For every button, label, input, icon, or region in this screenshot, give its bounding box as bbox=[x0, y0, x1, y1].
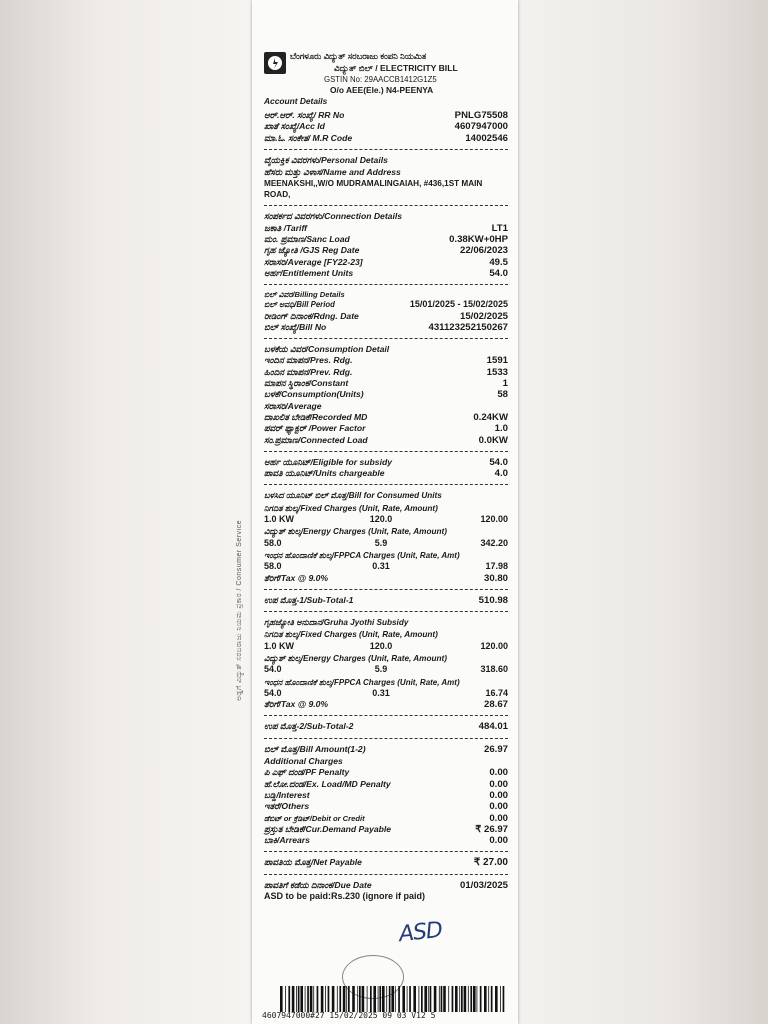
barcode-bar bbox=[402, 986, 405, 1012]
barcode-bar bbox=[477, 986, 478, 1012]
consumption-row: ಇಂದಿನ ಮಾಪನ/Pres. Rdg. 1591 bbox=[264, 355, 508, 367]
barcode-bar bbox=[352, 986, 355, 1012]
barcode-bar bbox=[313, 986, 314, 1012]
barcode-bar bbox=[321, 986, 324, 1012]
barcode-bar bbox=[455, 986, 458, 1012]
barcode-bar bbox=[367, 986, 368, 1012]
divider bbox=[264, 338, 508, 339]
barcode-bar bbox=[317, 986, 319, 1012]
consumption-row: ಮಾಪನ ಸ್ಥಿರಾಂಕ/Constant 1 bbox=[264, 378, 508, 390]
divider bbox=[264, 874, 508, 875]
barcode-bar bbox=[285, 986, 286, 1012]
billing-row: ರೀಡಿಂಗ್ ದಿನಾಂಕ/Rdng. Date 15/02/2025 bbox=[264, 310, 508, 322]
consumed-section bbox=[264, 490, 508, 583]
consumption-row: ದಾಖಲಿತ ಬೇಡಿಕೆ/Recorded MD 0.24KW bbox=[264, 411, 508, 423]
gruha-fixed-values: 1.0 KW 120.0 120.00 bbox=[264, 640, 508, 651]
barcode-bar bbox=[310, 986, 313, 1012]
barcode-bar bbox=[413, 986, 416, 1012]
barcode-bar bbox=[464, 986, 467, 1012]
account-row: ಮಾ.ಓ. ಸಂಕೇತ/ M.R Code 14002546 bbox=[264, 132, 508, 144]
charge-row: ಬಡ್ಡಿ/Interest 0.00 bbox=[264, 789, 508, 801]
handwritten-signature: ASD bbox=[397, 917, 444, 948]
consumed-fixed-label: ನಿಗದಿತ ಶುಲ್ಕ/Fixed Charges (Unit, Rate, Amount) bbox=[264, 503, 438, 513]
subtotal-2-row: ಉಪ ಮೊತ್ತ-2/Sub-Total-2 484.01 bbox=[264, 721, 508, 733]
subsidy-units-section bbox=[264, 457, 508, 480]
connection-row: ಅರ್ಹ/Entitlement Units 54.0 bbox=[264, 267, 508, 279]
barcode-bar bbox=[305, 986, 306, 1012]
barcode-bar bbox=[419, 986, 420, 1012]
charge-row: ಪಿ ಎಫ್ ದಂಡ/PF Penalty 0.00 bbox=[264, 767, 508, 779]
barcode-bar bbox=[480, 986, 482, 1012]
barcode-bar bbox=[348, 986, 350, 1012]
divider bbox=[264, 611, 508, 612]
barcode-bar bbox=[288, 986, 290, 1012]
consumed-tax-row: ತೆರಿಗೆ/Tax @ 9.0% 30.80 bbox=[264, 572, 508, 584]
connection-heading: ಸಂಪರ್ಕದ ವಿವರಗಳು/Connection Details bbox=[264, 211, 403, 222]
barcode-bar bbox=[448, 986, 449, 1012]
gruha-heading: ಗೃಹಜ್ಯೋತಿ ಅನುದಾನ/Gruha Jyothi Subsidy bbox=[264, 618, 409, 628]
barcode-bar bbox=[430, 986, 432, 1012]
barcode-bar bbox=[343, 986, 346, 1012]
consumed-energy-values: 58.0 5.9 342.20 bbox=[264, 537, 508, 548]
account-details-heading: Account Details bbox=[264, 96, 328, 106]
gstin: GSTIN No: 29AACCB1412G1Z5 bbox=[324, 75, 437, 84]
background-right bbox=[518, 0, 768, 1024]
barcode-bar bbox=[468, 986, 469, 1012]
barcode-bar bbox=[503, 986, 505, 1012]
personal-heading: ವೈಯಕ್ತಿಕ ವಿವರಗಳು/Personal Details bbox=[264, 154, 388, 165]
connection-row: ಗೃಹ ಜ್ಯೋತಿ /GJS Reg Date 22/06/2023 bbox=[264, 245, 508, 257]
barcode-bar bbox=[386, 986, 387, 1012]
barcode-bar bbox=[441, 986, 443, 1012]
gruha-fppca-values: 54.0 0.31 16.74 bbox=[264, 687, 508, 698]
barcode-bar bbox=[398, 986, 400, 1012]
billing-section bbox=[264, 290, 508, 333]
consumed-fppca-values: 58.0 0.31 17.98 bbox=[264, 561, 508, 572]
arrears-row: ಬಾಕಿ/Arrears 0.00 bbox=[264, 835, 508, 847]
gruha-tax-row: ತೆರಿಗೆ/Tax @ 9.0% 28.67 bbox=[264, 699, 508, 711]
barcode-bar bbox=[337, 986, 338, 1012]
gruha-fppca-label: ಇಂಧನ ಹೊಂದಾಣಿಕೆ ಶುಲ್ಕ/FPPCA Charges (Unit, Rate, Amt) bbox=[264, 677, 460, 687]
charge-row: ಹೆ.ಲೋ.ದಂಡ/Ex. Load/MD Penalty 0.00 bbox=[264, 778, 508, 790]
barcode-bar bbox=[373, 986, 376, 1012]
asd-note: ASD to be paid:Rs.230 (ignore if paid) bbox=[264, 891, 426, 902]
divider bbox=[264, 851, 508, 852]
bill-header bbox=[264, 46, 508, 104]
barcode-bar bbox=[362, 986, 365, 1012]
gruha-energy-values: 54.0 5.9 318.60 bbox=[264, 664, 508, 675]
consumed-heading: ಬಳಸಿದ ಯೂನಿಟ್ ಬಿಲ್ ಮೊತ್ತ/Bill for Consumed Units bbox=[264, 491, 442, 501]
barcode-bar bbox=[407, 986, 408, 1012]
office-name: O/o AEE(Ele.) N4-PEENYA bbox=[330, 85, 434, 95]
divider bbox=[264, 715, 508, 716]
due-date-row: ಪಾವತಿಗೆ ಕಡೆಯ ದಿನಾಂಕ/Due Date 01/03/2025 bbox=[264, 879, 508, 891]
electricity-bill-receipt bbox=[252, 0, 518, 1024]
edge-strip bbox=[236, 520, 252, 1000]
barcode-bar bbox=[357, 986, 358, 1012]
subsidy-row: ಪಾವತಿ ಯೂನಿಟ್/Units chargeable 4.0 bbox=[264, 468, 508, 480]
barcode-bar bbox=[409, 986, 411, 1012]
account-row: ಆರ್.ಆರ್. ಸಂಖ್ಯೆ/ RR No PNLG75508 bbox=[264, 110, 508, 121]
barcode-bar bbox=[325, 986, 326, 1012]
edge-text: ಅಡ್ಡಗೆ ವಿದ್ಯುತ್ ಸರಬರಾಜು ನಿಯಮ ಪ್ರಕಾರ / Consumer Service bbox=[236, 520, 243, 701]
barcode-bar bbox=[296, 986, 297, 1012]
barcode-bar bbox=[359, 986, 361, 1012]
barcode-bar bbox=[339, 986, 341, 1012]
consumption-heading: ಬಳಕೆಯ ವಿವರ/Consumption Detail bbox=[264, 344, 390, 355]
barcode-bar bbox=[488, 986, 489, 1012]
bill-amount-row: ಬಿಲ್ ಮೊತ್ತ/Bill Amount(1-2) 26.97 bbox=[264, 743, 508, 755]
receipt-content bbox=[264, 46, 508, 902]
barcode-bar bbox=[428, 986, 429, 1012]
gruha-energy-label: ವಿದ್ಯುತ್ ಶುಲ್ಕ/Energy Charges (Unit, Rate, Amount) bbox=[264, 653, 447, 663]
consumed-fixed-values: 1.0 KW 120.0 120.00 bbox=[264, 514, 508, 525]
account-section bbox=[264, 110, 508, 144]
totals-section bbox=[264, 744, 508, 847]
personal-section bbox=[264, 155, 508, 201]
divider bbox=[264, 149, 508, 150]
barcode-bar bbox=[378, 986, 379, 1012]
barcode-bar bbox=[298, 986, 300, 1012]
current-demand-row: ಪ್ರಸ್ತುತ ಬೇಡಿಕೆ/Cur.Demand Payable ₹ 26.97 bbox=[264, 823, 508, 835]
billing-row: ಬಿಲ್ ಸಂಖ್ಯೆ/Bill No 431123252150267 bbox=[264, 321, 508, 333]
connection-row: ಜಕಾತಿ /Tariff LT1 bbox=[264, 222, 508, 234]
barcode-bar bbox=[491, 986, 493, 1012]
barcode-bar bbox=[300, 986, 303, 1012]
barcode-bar bbox=[292, 986, 295, 1012]
billing-heading: ಬಿಲ್ ವಿವರ/Billing Details bbox=[264, 290, 345, 300]
connection-row: ಮಂ. ಪ್ರಮಾಣ/Sanc Load 0.38KW+0HP bbox=[264, 234, 508, 246]
consumed-fppca-label: ಇಂಧನ ಹೊಂದಾಣಿಕೆ ಶುಲ್ಕ/FPPCA Charges (Unit, Rate, Amt) bbox=[264, 550, 460, 560]
background-left bbox=[0, 0, 252, 1024]
name-label: ಹೆಸರು ಮತ್ತು ವಿಳಾಸ/Name and Address bbox=[264, 167, 401, 178]
divider bbox=[264, 284, 508, 285]
charge-row: ಇತರೆ/Others 0.00 bbox=[264, 801, 508, 813]
barcode-bar bbox=[382, 986, 385, 1012]
consumption-row: ಬಳಕೆ/Consumption(Units) 58 bbox=[264, 389, 508, 401]
barcode-bar bbox=[280, 986, 283, 1012]
gruha-fixed-label: ನಿಗದಿತ ಶುಲ್ಕ/Fixed Charges (Unit, Rate, Amount) bbox=[264, 630, 438, 640]
subsidy-row: ಅರ್ಹ ಯೂನಿಟ್/Eligible for subsidy 54.0 bbox=[264, 456, 508, 468]
consumption-row: ಪವರ್ ಫ್ಯಾಕ್ಟರ್ /Power Factor 1.0 bbox=[264, 423, 508, 435]
divider bbox=[264, 484, 508, 485]
barcode-text: 4607947000#27 15/02/2025 09 03 V12 5 bbox=[262, 1011, 436, 1020]
gruha-jyothi-section bbox=[264, 617, 508, 710]
org-name: ಬೆಂಗಳೂರು ವಿದ್ಯುತ್ ಸರಬರಾಜು ಕಂಪನಿ ನಿಯಮಿತ bbox=[290, 51, 427, 61]
barcode-bar bbox=[346, 986, 347, 1012]
barcode-bar bbox=[421, 986, 423, 1012]
barcode-bar bbox=[452, 986, 454, 1012]
barcode-bar bbox=[370, 986, 372, 1012]
connection-section bbox=[264, 211, 508, 279]
connection-row: ಸರಾಸರಿ/Average [FY22-23] 49.5 bbox=[264, 256, 508, 268]
barcode-bar bbox=[473, 986, 476, 1012]
barcode-bar bbox=[332, 986, 335, 1012]
account-row: ಖಾತೆ ಸಂಖ್ಯೆ/Acc Id 4607947000 bbox=[264, 121, 508, 133]
barcode-bar bbox=[484, 986, 487, 1012]
consumption-section bbox=[264, 344, 508, 446]
divider bbox=[264, 589, 508, 590]
barcode-bar bbox=[328, 986, 330, 1012]
consumption-row: ಸರಾಸರಿ/Average bbox=[264, 400, 322, 411]
barcode-bar bbox=[379, 986, 381, 1012]
divider bbox=[264, 205, 508, 206]
address: MEENAKSHI,,W/O MUDRAMALINGAIAH, #436,1ST MAIN ROAD, bbox=[264, 179, 483, 200]
barcode-bar bbox=[307, 986, 309, 1012]
additional-charges-heading: Additional Charges bbox=[264, 756, 343, 767]
barcode-bar bbox=[389, 986, 391, 1012]
divider bbox=[264, 738, 508, 739]
consumption-row: ಸಂ.ಪ್ರಮಾಣ/Connected Load 0.0KW bbox=[264, 434, 508, 446]
barcode-bar bbox=[495, 986, 498, 1012]
barcode-bar bbox=[500, 986, 501, 1012]
barcode-bar bbox=[459, 986, 460, 1012]
barcode-bar bbox=[424, 986, 427, 1012]
barcode-bar bbox=[461, 986, 463, 1012]
barcode-bar bbox=[439, 986, 440, 1012]
charge-row: ಡೆಬಿಟ್ or ಕ್ರೆಡಿಟ್/Debit or Credit 0.00 bbox=[264, 812, 508, 824]
divider bbox=[264, 451, 508, 452]
barcode-bar bbox=[434, 986, 437, 1012]
subtotal-1-row: ಉಪ ಮೊತ್ತ-1/Sub-Total-1 510.98 bbox=[264, 594, 508, 606]
bill-title: ವಿದ್ಯುತ್ ಬಿಲ್ / ELECTRICITY BILL bbox=[334, 63, 458, 73]
consumption-row: ಹಿಂದಿನ ಮಾಪನ/Prev. Rdg. 1533 bbox=[264, 366, 508, 378]
net-payable-row: ಪಾವತಿಯ ಮೊತ್ತ/Net Payable ₹ 27.00 bbox=[264, 857, 508, 869]
consumed-energy-label: ವಿದ್ಯುತ್ ಶುಲ್ಕ/Energy Charges (Unit, Rate, Amount) bbox=[264, 527, 447, 537]
bescom-logo-icon bbox=[264, 52, 286, 74]
barcode bbox=[280, 986, 505, 1012]
barcode-bar bbox=[391, 986, 394, 1012]
barcode-bar bbox=[395, 986, 396, 1012]
barcode-bar bbox=[470, 986, 472, 1012]
billing-row: ಬಿಲ್ ಅವಧಿ/Bill Period 15/01/2025 - 15/02/2025 bbox=[264, 299, 508, 310]
barcode-bar bbox=[443, 986, 446, 1012]
